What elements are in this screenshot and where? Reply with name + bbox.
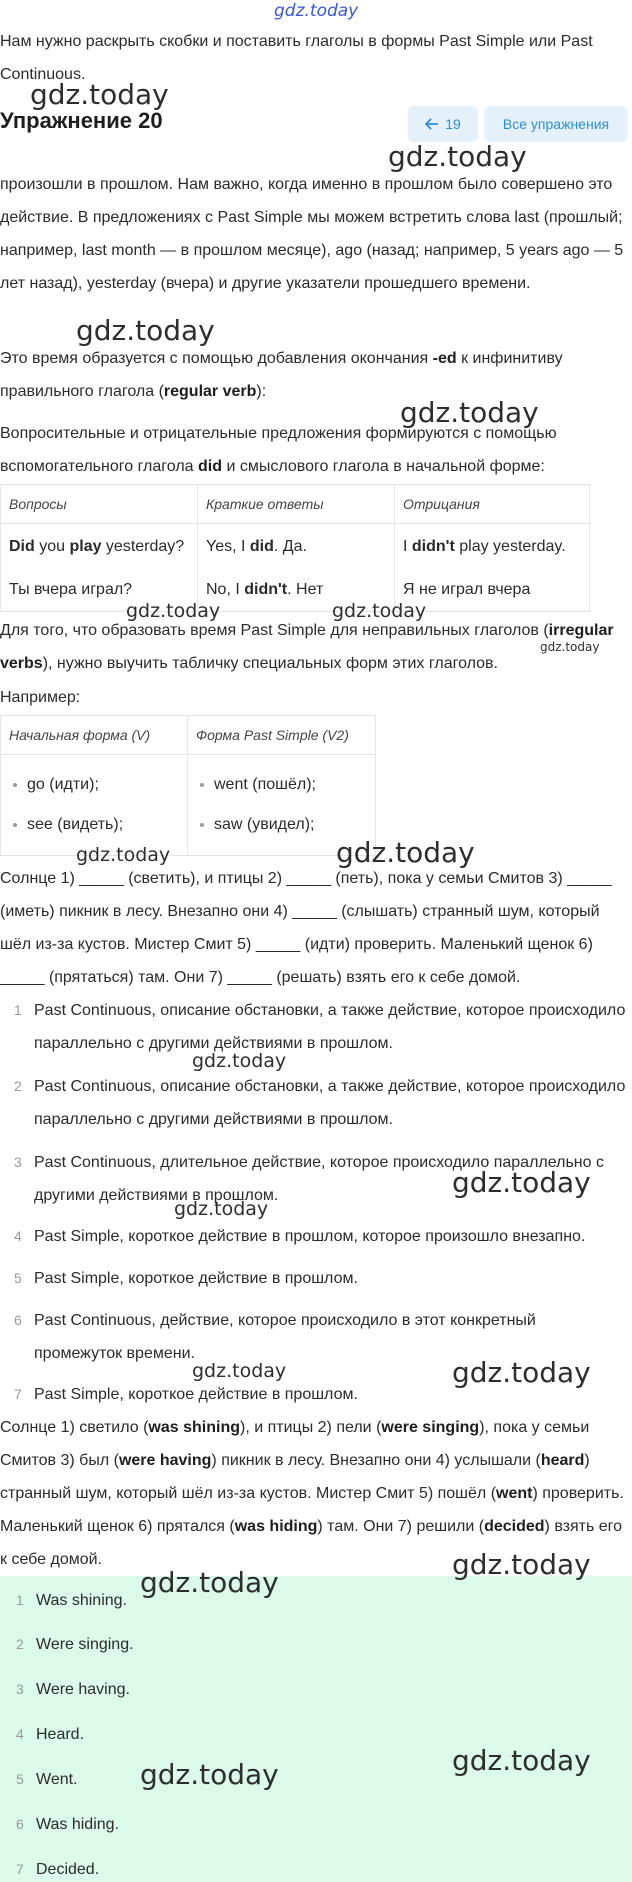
prev-exercise-label: 19 <box>445 116 461 132</box>
arrow-left-icon <box>425 118 439 130</box>
watermark: gdz.today <box>30 78 169 111</box>
table-header: Вопросы <box>1 485 198 524</box>
watermark: gdz.today <box>192 1050 287 1072</box>
watermark: gdz.today <box>388 140 527 173</box>
watermark: gdz.today <box>540 640 600 654</box>
watermark: gdz.today <box>140 1758 279 1791</box>
table-cell: No, I didn't. Нет <box>198 570 395 612</box>
table-cell: Ты вчера играл? <box>1 570 198 612</box>
watermark: gdz.today <box>452 1744 591 1777</box>
watermark: gdz.today <box>126 600 221 622</box>
site-logo[interactable]: gdz.today <box>274 1 359 21</box>
table-cell <box>1 755 188 856</box>
watermark: gdz.today <box>452 1356 591 1389</box>
list-item: went (пошёл); <box>188 765 375 805</box>
answers-block: 1 Was shining. 2 Were singing. 3 Were having. 4 Heard. 5 Went. 6 Was hiding. 7 Decided. <box>0 1576 632 1882</box>
intro-text: Нам нужно раскрыть скобки и поставить глаголы в формы Past Simple или Past Continuous. <box>0 33 593 83</box>
watermark: gdz.today <box>336 836 475 869</box>
watermark: gdz.today <box>140 1566 279 1599</box>
watermark: gdz.today <box>452 1166 591 1199</box>
all-exercises-button[interactable] <box>484 106 628 142</box>
prev-exercise-button[interactable] <box>408 106 478 142</box>
table-header: Форма Past Simple (V2) <box>188 716 376 755</box>
all-exercises-label: Все упражнения <box>502 116 610 132</box>
theory-paragraph-2: Это время образуется с помощью добавления окончания -ed к инфинитиву правильного глагола (regular verb): <box>0 350 563 400</box>
table-header: Отрицания <box>395 485 590 524</box>
table-cell: Yes, I did. Да. <box>198 524 395 570</box>
theory-paragraph-3: Вопросительные и отрицательные предложения формируются с помощью вспомогательного глагола did и смыслового глагола в начальной форме: <box>0 425 557 475</box>
irregular-verbs-table <box>0 715 376 856</box>
task-text: Солнце 1) _____ (светить), и птицы 2) _____ (петь), пока у семьи Смитов 3) _____ (иметь) пикник в лесу. Внезапно они 4) _____ (слышать) странный шум, который шёл из-за кустов. Мистер Смит 5) _____ (идти) проверить. Маленький щенок 6) _____ (прятаться) там. Они 7) _____ (решать) взять его к себе домой. <box>0 870 612 986</box>
watermark: gdz.today <box>76 314 215 347</box>
watermark: gdz.today <box>452 1548 591 1581</box>
watermark: gdz.today <box>174 1198 269 1220</box>
theory-paragraph-1: произошли в прошлом. Нам важно, когда именно в прошлом было совершено это действие. В предложениях с Past Simple мы можем встретить слова last (прошлый; например, last month — в прошлом месяце), ago (назад; например, 5 years ago — 5 лет назад), yesterday (вчера) и другие указатели прошедшего времени. <box>0 176 624 292</box>
watermark: gdz.today <box>76 844 171 866</box>
table-cell: I didn't play yesterday. <box>395 524 590 570</box>
did-forms-table <box>0 484 590 612</box>
list-item: go (идти); <box>1 765 187 805</box>
list-item: saw (увидел); <box>188 805 375 845</box>
watermark: gdz.today <box>332 600 427 622</box>
table-header: Краткие ответы <box>198 485 395 524</box>
table-cell: Did you play yesterday? <box>1 524 198 570</box>
table-cell: Я не играл вчера <box>395 570 590 612</box>
watermark: gdz.today <box>400 396 539 429</box>
solution-text: Солнце 1) светило (was shining), и птицы 2) пели (were singing), пока у семьи Смитов 3) был (were having) пикник в лесу. Внезапно они 4) услышали (heard) странный шум, который шёл из-за кустов. Мистер Смит 5) пошёл (went) проверить. Маленький щенок 6) прятался (was hiding) там. Они 7) решили (decided) взять его к себе домой. <box>0 1419 624 1568</box>
theory-paragraph-4: Для того, что образовать время Past Simple для неправильных глаголов (irregular verbs), нужно выучить табличку специальных форм этих глаголов. <box>0 622 614 672</box>
exercise-title: Упражнение 20 <box>0 108 163 133</box>
watermark: gdz.today <box>192 1360 287 1382</box>
theory-paragraph-5: Например: <box>0 689 81 706</box>
list-item: see (видеть); <box>1 805 187 845</box>
table-header: Начальная форма (V) <box>1 716 188 755</box>
